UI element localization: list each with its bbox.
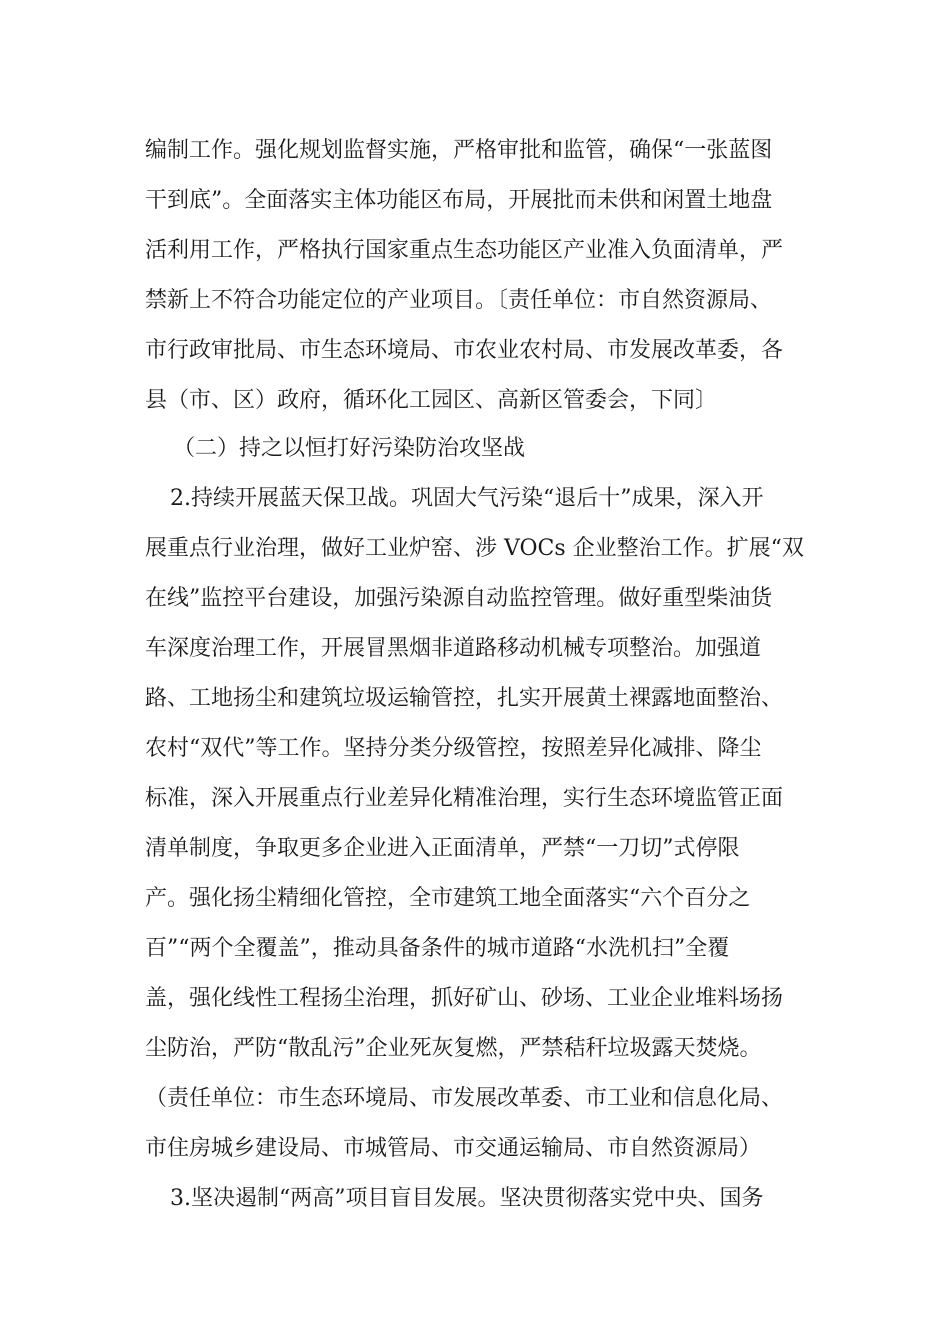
- section-heading: [0, 429, 950, 469]
- text-line: [0, 729, 950, 769]
- text-line: [0, 381, 950, 421]
- text-line: [0, 1129, 950, 1169]
- text-line: [0, 1079, 950, 1119]
- paragraph-first-line: [0, 1179, 950, 1219]
- text-line: [0, 829, 950, 869]
- text-line-content: 2.持续开展蓝天保卫战。巩固大气污染“退后十”成果，深入开: [170, 486, 764, 511]
- text-line: [0, 331, 950, 371]
- text-line: [0, 231, 950, 271]
- text-line: [0, 979, 950, 1019]
- text-line-content: 禁新上不符合功能定位的产业项目。〔责任单位：市自然资源局、: [145, 288, 773, 313]
- text-line-content: 清单制度，争取更多企业进入正面清单，严禁“一刀切”式停限: [145, 836, 740, 861]
- text-line-content: 产。强化扬尘精细化管控，全市建筑工地全面落实“六个百分之: [145, 886, 751, 911]
- text-line: [0, 679, 950, 719]
- text-line-content: 市住房城乡建设局、市城管局、市交通运输局、市自然资源局）: [145, 1136, 762, 1161]
- text-line-content: 农村“双代”等工作。坚持分类分级管控，按照差异化减排、降尘: [145, 736, 762, 761]
- text-line-content: （责任单位：市生态环境局、市发展改革委、市工业和信息化局、: [145, 1086, 784, 1111]
- text-line-content: 百”“两个全覆盖”，推动具备条件的城市道路“水洗机扫”全覆: [145, 936, 730, 961]
- text-line: [0, 779, 950, 819]
- text-line: [0, 879, 950, 919]
- text-line-content: 盖，强化线性工程扬尘治理，抓好矿山、砂场、工业企业堆料场扬: [145, 986, 784, 1011]
- text-line: [0, 281, 950, 321]
- text-line: [0, 579, 950, 619]
- text-line: [0, 529, 950, 569]
- text-line-content: 在线”监控平台建设，加强污染源自动监控管理。做好重型柴油货: [145, 586, 773, 611]
- text-line: [0, 929, 950, 969]
- text-line-content: 干到底”。全面落实主体功能区布局，开展批而未供和闲置土地盘: [145, 188, 773, 213]
- text-line-content: 市行政审批局、市生态环境局、市农业农村局、市发展改革委，各: [145, 338, 784, 363]
- paragraph-first-line: [0, 479, 950, 519]
- text-line-content: 3.坚决遏制“两高”项目盲目发展。坚决贯彻落实党中央、国务: [170, 1186, 764, 1211]
- text-line-content: 车深度治理工作，开展冒黑烟非道路移动机械专项整治。加强道: [145, 636, 762, 661]
- text-line-content: 县（市、区）政府，循环化工园区、高新区管委会，下同〕: [145, 388, 718, 413]
- text-line-content: 标准，深入开展重点行业差异化精准治理，实行生态环境监管正面: [145, 786, 784, 811]
- text-line: [0, 181, 950, 221]
- text-line: [0, 1029, 950, 1069]
- text-line-content: 展重点行业治理，做好工业炉窑、涉 VOCs 企业整治工作。扩展“双: [145, 536, 804, 561]
- text-line-content: 尘防治，严防“散乱污”企业死灰复燃，严禁秸秆垃圾露天焚烧。: [145, 1036, 762, 1061]
- text-line: [0, 629, 950, 669]
- section-heading-text: （二）持之以恒打好污染防治攻坚战: [173, 436, 526, 461]
- text-line: [0, 131, 950, 171]
- text-line-content: 编制工作。强化规划监督实施，严格审批和监管，确保“一张蓝图: [145, 138, 773, 163]
- text-line-content: 路、工地扬尘和建筑垃圾运输管控，扎实开展黄土裸露地面整治、: [145, 686, 784, 711]
- text-line-content: 活利用工作，严格执行国家重点生态功能区产业准入负面清单，严: [145, 238, 784, 263]
